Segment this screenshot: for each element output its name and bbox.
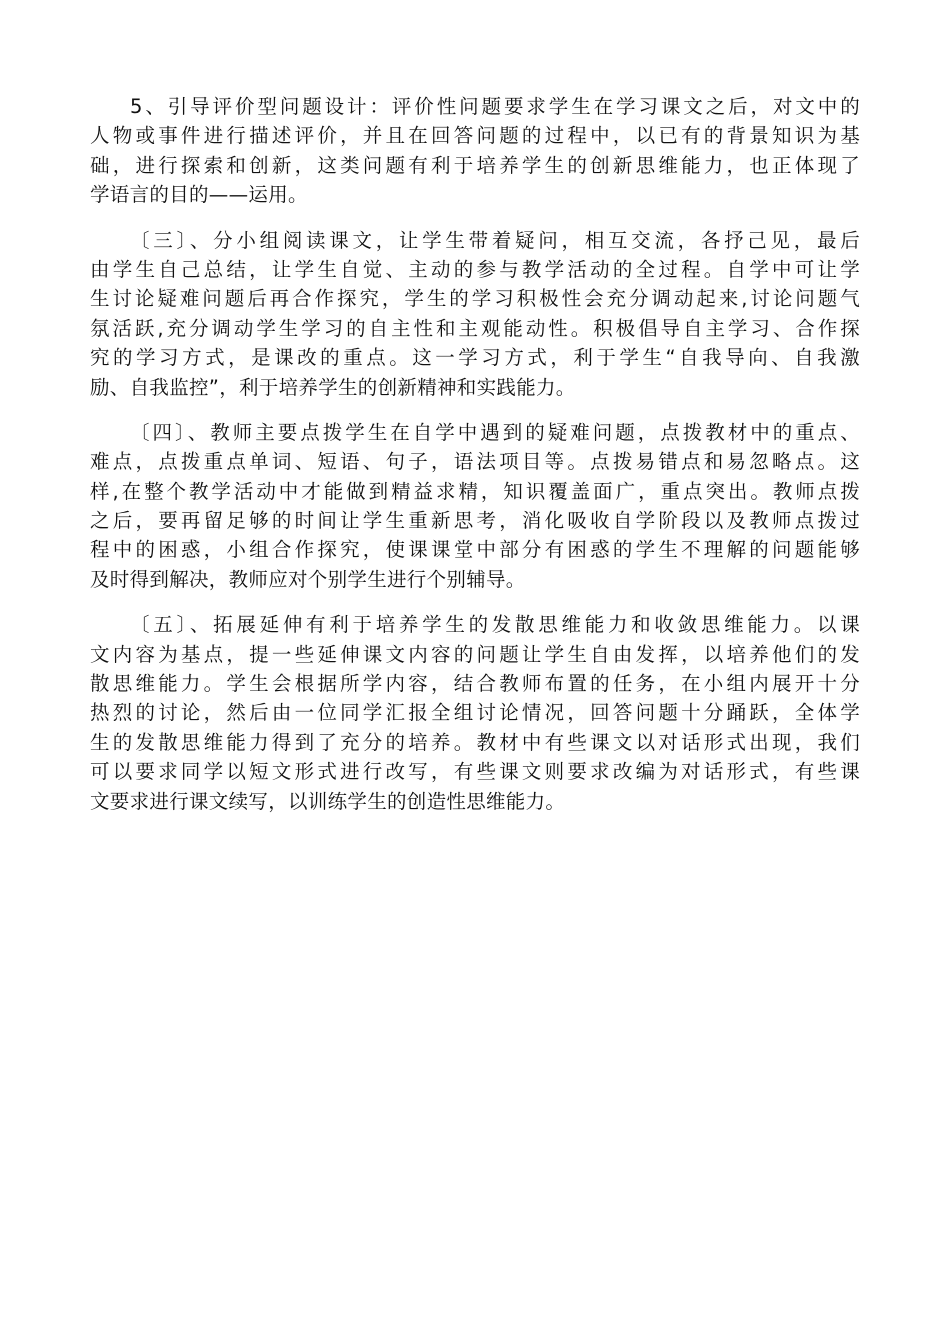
- text-line: 5、引导评价型问题设计：评价性问题要求学生在学习课文之后，对文中的: [130, 95, 860, 118]
- text-line: 样,在整个教学活动中才能做到精益求精，知识覆盖面广，重点突出。教师点拨: [90, 479, 860, 503]
- text-line: 究的学习方式，是课改的重点。这一学习方式，利于学生“自我导向、自我激: [90, 346, 860, 370]
- text-line: 由学生自己总结，让学生自觉、主动的参与教学活动的全过程。自学中可让学: [90, 257, 860, 281]
- text-line: 散思维能力。学生会根据所学内容，结合教师布置的任务，在小组内展开十分: [90, 672, 860, 696]
- text-line: 热烈的讨论，然后由一位同学汇报全组讨论情况，回答问题十分踊跃，全体学: [90, 701, 860, 725]
- document-page: [90, 92, 860, 832]
- text-line: 学语言的目的——运用。: [90, 183, 308, 207]
- text-line: 可以要求同学以短文形式进行改写，有些课文则要求改编为对话形式，有些课: [90, 760, 860, 784]
- text-line: 人物或事件进行描述评价，并且在回答问题的过程中，以已有的背景知识为基: [90, 124, 860, 148]
- text-line: 〔四〕、教师主要点拨学生在自学中遇到的疑难问题，点拨教材中的重点、: [130, 420, 860, 444]
- text-line: 之后，要再留足够的时间让学生重新思考，消化吸收自学阶段以及教师点拨过: [90, 509, 860, 533]
- text-line: 生讨论疑难问题后再合作探究，学生的学习积极性会充分调动起来,讨论问题气: [90, 287, 860, 311]
- text-line: 难点，点拨重点单词、短语、句子，语法项目等。点拨易错点和易忽略点。这: [90, 450, 860, 474]
- text-line: 文内容为基点，提一些延伸课文内容的问题让学生自由发挥，以培养他们的发: [90, 642, 860, 666]
- text-line: 〔三〕、分小组阅读课文，让学生带着疑问，相互交流，各抒己见，最后: [130, 228, 860, 252]
- text-line: 〔五〕、拓展延伸有利于培养学生的发散思维能力和收敛思维能力。以课: [130, 613, 860, 637]
- paragraph-group-reading: [90, 226, 860, 402]
- text-line: 文要求进行课文续写，以训练学生的创造性思维能力。: [90, 789, 566, 813]
- text-line: 础，进行探索和创新，这类问题有利于培养学生的创新思维能力，也正体现了: [90, 153, 860, 177]
- text-line: 程中的困惑，小组合作探究，使课课堂中部分有困惑的学生不理解的问题能够: [90, 538, 860, 562]
- paragraph-evaluation-questions: [90, 92, 860, 210]
- text-line: 氛活跃,充分调动学生学习的自主性和主观能动性。积极倡导自主学习、合作探: [90, 316, 860, 340]
- paragraph-teacher-guidance: [90, 418, 860, 594]
- text-line: 励、自我监控”，利于培养学生的创新精神和实践能力。: [90, 375, 576, 399]
- text-line: 及时得到解决，教师应对个别学生进行个别辅导。: [90, 567, 526, 591]
- paragraph-extension: [90, 610, 860, 816]
- text-line: 生的发散思维能力得到了充分的培养。教材中有些课文以对话形式出现，我们: [90, 730, 860, 754]
